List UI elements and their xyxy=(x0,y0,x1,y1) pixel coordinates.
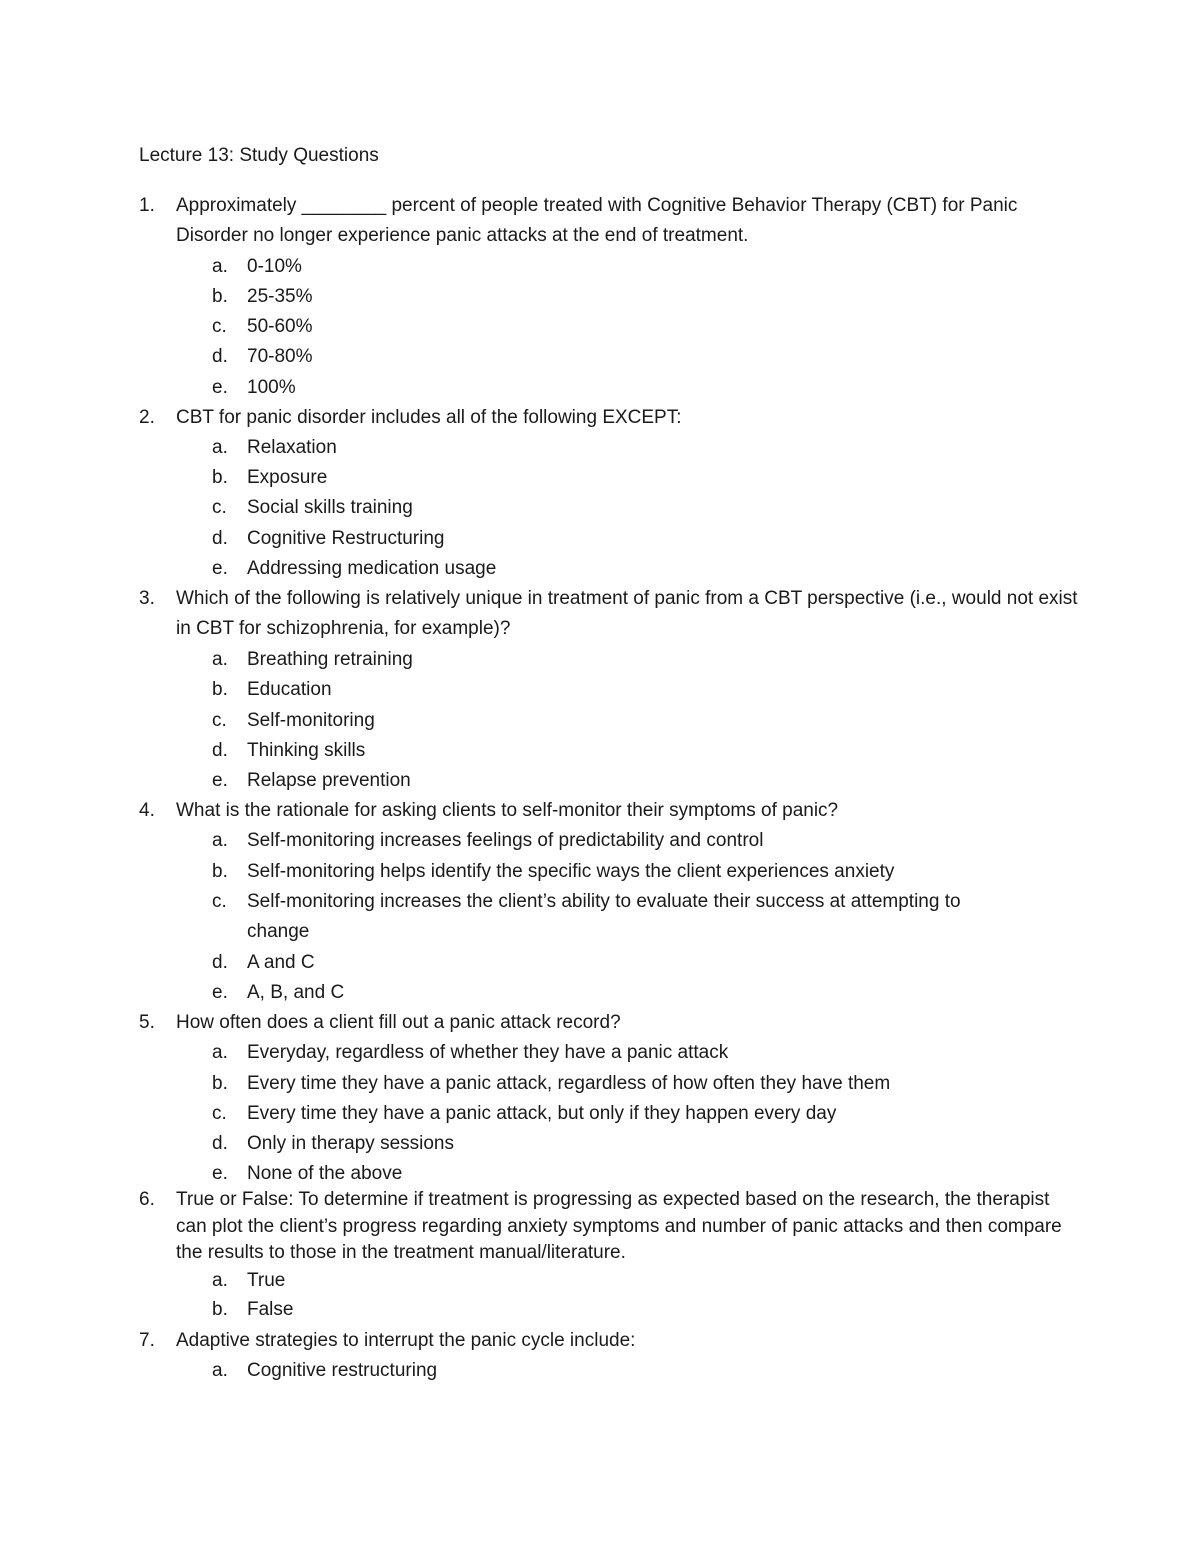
option-letter: a. xyxy=(212,1042,228,1063)
option-letter: c. xyxy=(212,710,227,731)
question-text: What is the rationale for asking clients to self-monitor their symptoms of panic? xyxy=(176,800,839,821)
option-text: Cognitive Restructuring xyxy=(247,528,445,549)
option-text: Self-monitoring xyxy=(247,710,375,731)
option-text: Self-monitoring increases the client’s ability to evaluate their success at attempting to change xyxy=(247,891,961,942)
option-text: 25-35% xyxy=(247,286,313,307)
option-letter: c. xyxy=(212,316,227,337)
option-letter: a. xyxy=(212,1270,228,1291)
option-letter: a. xyxy=(212,1360,228,1381)
option-text: A, B, and C xyxy=(247,982,345,1003)
option-letter: d. xyxy=(212,740,228,761)
question-number: 5. xyxy=(139,1012,155,1033)
option-text: Relaxation xyxy=(247,437,337,458)
option-letter: e. xyxy=(212,377,228,398)
option-letter: b. xyxy=(212,286,228,307)
option-text: 0-10% xyxy=(247,256,302,277)
option-letter: b. xyxy=(212,467,228,488)
option-text: A and C xyxy=(247,952,315,973)
option-text: None of the above xyxy=(247,1163,403,1184)
option-text: Self-monitoring increases feelings of predictability and control xyxy=(247,830,764,851)
option-letter: a. xyxy=(212,437,228,458)
option-text: Relapse prevention xyxy=(247,770,411,791)
option-text: Breathing retraining xyxy=(247,649,413,670)
question-number: 4. xyxy=(139,800,155,821)
option-text: Cognitive restructuring xyxy=(247,1360,438,1381)
option-letter: e. xyxy=(212,558,228,579)
option-letter: d. xyxy=(212,346,228,367)
question-text: How often does a client fill out a panic attack record? xyxy=(176,1012,621,1033)
question-text: True or False: To determine if treatment is progressing as expected based on the research, the therapist can plot the client’s progress regarding anxiety symptoms and number of panic attacks and then compare the results to those in the treatment manual/literature. xyxy=(176,1189,1062,1263)
question-text: Approximately ________ percent of people treated with Cognitive Behavior Therapy (CBT) for Panic Disorder no longer experience panic attacks at the end of treatment. xyxy=(176,195,1018,246)
option-letter: e. xyxy=(212,1163,228,1184)
option-text: 70-80% xyxy=(247,346,313,367)
option-text: True xyxy=(247,1270,286,1291)
option-text: False xyxy=(247,1299,294,1320)
option-text: Thinking skills xyxy=(247,740,366,761)
option-letter: d. xyxy=(212,952,228,973)
option-text: Addressing medication usage xyxy=(247,558,497,579)
document-title: Lecture 13: Study Questions xyxy=(139,145,379,166)
option-letter: b. xyxy=(212,679,228,700)
question-text: Which of the following is relatively unique in treatment of panic from a CBT perspective (i.e., would not exist in CBT for schizophrenia, for example)? xyxy=(176,588,1078,639)
option-text: 50-60% xyxy=(247,316,313,337)
option-letter: a. xyxy=(212,256,228,277)
option-letter: a. xyxy=(212,830,228,851)
question-text: CBT for panic disorder includes all of the following EXCEPT: xyxy=(176,407,682,428)
option-letter: c. xyxy=(212,1103,227,1124)
option-text: Everyday, regardless of whether they have a panic attack xyxy=(247,1042,729,1063)
option-text: Exposure xyxy=(247,467,328,488)
question-text: Adaptive strategies to interrupt the panic cycle include: xyxy=(176,1330,636,1351)
option-text: Only in therapy sessions xyxy=(247,1133,454,1154)
option-letter: e. xyxy=(212,770,228,791)
option-text: Self-monitoring helps identify the specific ways the client experiences anxiety xyxy=(247,861,895,882)
option-letter: a. xyxy=(212,649,228,670)
option-letter: d. xyxy=(212,1133,228,1154)
question-number: 7. xyxy=(139,1330,155,1351)
question-number: 1. xyxy=(139,195,155,216)
option-text: Education xyxy=(247,679,332,700)
option-text: Every time they have a panic attack, regardless of how often they have them xyxy=(247,1073,891,1094)
option-letter: e. xyxy=(212,982,228,1003)
option-text: Social skills training xyxy=(247,497,413,518)
option-letter: c. xyxy=(212,497,227,518)
option-letter: d. xyxy=(212,528,228,549)
question-number: 6. xyxy=(139,1189,155,1210)
question-number: 3. xyxy=(139,588,155,609)
option-letter: c. xyxy=(212,891,227,912)
option-text: Every time they have a panic attack, but only if they happen every day xyxy=(247,1103,837,1124)
question-number: 2. xyxy=(139,407,155,428)
option-letter: b. xyxy=(212,1299,228,1320)
option-letter: b. xyxy=(212,1073,228,1094)
option-text: 100% xyxy=(247,377,296,398)
option-letter: b. xyxy=(212,861,228,882)
